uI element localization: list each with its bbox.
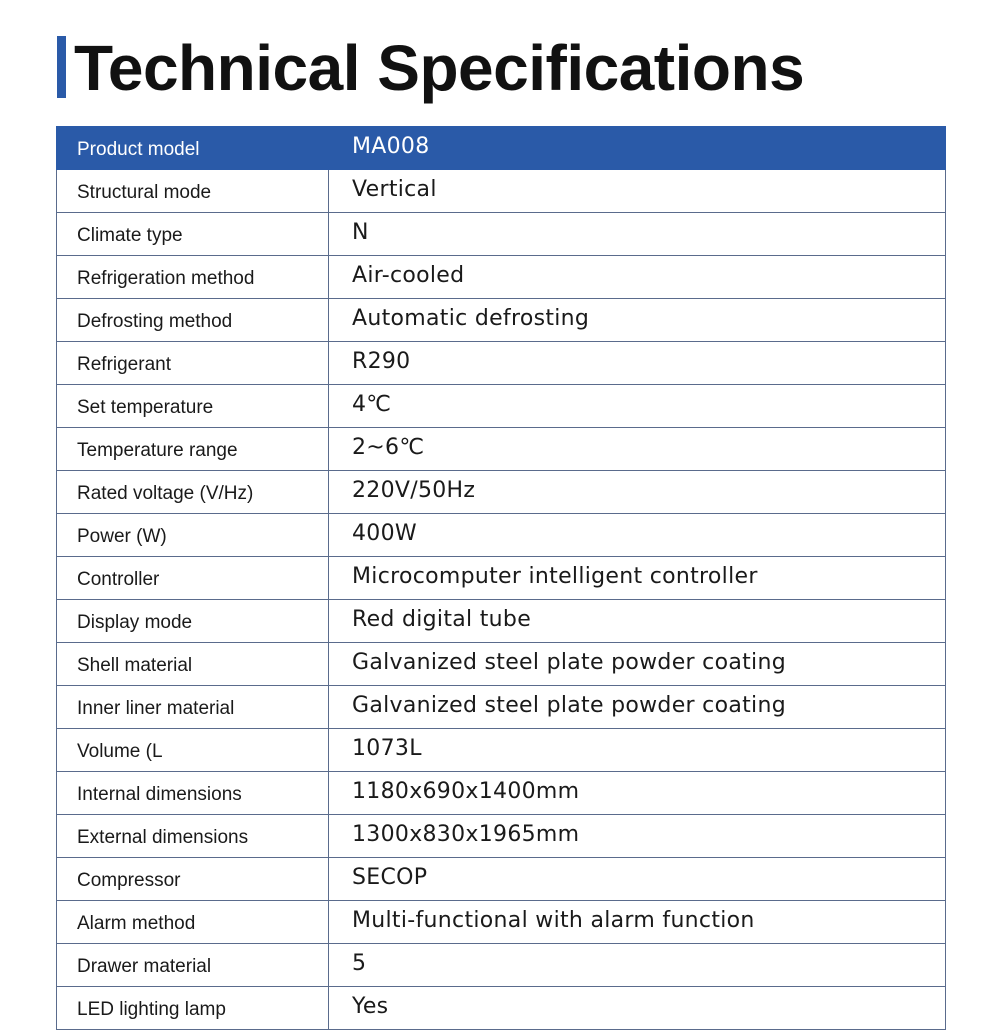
- spec-label: Controller: [57, 557, 329, 600]
- table-row: [57, 729, 946, 772]
- spec-label: Power (W): [57, 514, 329, 557]
- spec-label: External dimensions: [57, 815, 329, 858]
- spec-value: R290: [329, 342, 946, 385]
- spec-value: Galvanized steel plate powder coating: [329, 643, 946, 686]
- table-header-row: [57, 127, 946, 170]
- table-row: [57, 213, 946, 256]
- table-row: [57, 944, 946, 987]
- table-row: [57, 170, 946, 213]
- table-row: [57, 514, 946, 557]
- table-row: [57, 342, 946, 385]
- spec-value: Automatic defrosting: [329, 299, 946, 342]
- table-row: [57, 987, 946, 1030]
- spec-value: Vertical: [329, 170, 946, 213]
- spec-label: Refrigerant: [57, 342, 329, 385]
- spec-label: Display mode: [57, 600, 329, 643]
- table-row: [57, 643, 946, 686]
- table-row: [57, 772, 946, 815]
- spec-value: SECOP: [329, 858, 946, 901]
- table-row: [57, 901, 946, 944]
- spec-value: Yes: [329, 987, 946, 1030]
- table-row: [57, 815, 946, 858]
- spec-value: Microcomputer intelligent controller: [329, 557, 946, 600]
- spec-label: Compressor: [57, 858, 329, 901]
- table-row: [57, 600, 946, 643]
- table-row: [57, 471, 946, 514]
- table-row: [57, 858, 946, 901]
- table-row: [57, 385, 946, 428]
- spec-value: N: [329, 213, 946, 256]
- spec-label: Inner liner material: [57, 686, 329, 729]
- spec-value: Galvanized steel plate powder coating: [329, 686, 946, 729]
- spec-label: Drawer material: [57, 944, 329, 987]
- spec-value: 1300x830x1965mm: [329, 815, 946, 858]
- spec-value: Multi-functional with alarm function: [329, 901, 946, 944]
- spec-value: 2~6℃: [329, 428, 946, 471]
- table-row: [57, 428, 946, 471]
- spec-label: Defrosting method: [57, 299, 329, 342]
- header-label: Product model: [57, 127, 329, 170]
- spec-value: 1180x690x1400mm: [329, 772, 946, 815]
- table-row: [57, 686, 946, 729]
- title-accent-bar: [57, 36, 66, 98]
- spec-label: Shell material: [57, 643, 329, 686]
- table-row: [57, 256, 946, 299]
- spec-value: Red digital tube: [329, 600, 946, 643]
- spec-label: Rated voltage (V/Hz): [57, 471, 329, 514]
- spec-label: Refrigeration method: [57, 256, 329, 299]
- spec-value: Air-cooled: [329, 256, 946, 299]
- table-row: [57, 557, 946, 600]
- spec-label: LED lighting lamp: [57, 987, 329, 1030]
- specifications-table: [56, 126, 946, 1030]
- spec-label: Alarm method: [57, 901, 329, 944]
- page-title: Technical Specifications: [74, 32, 805, 104]
- spec-value: 5: [329, 944, 946, 987]
- spec-label: Internal dimensions: [57, 772, 329, 815]
- spec-label: Temperature range: [57, 428, 329, 471]
- spec-label: Volume (L: [57, 729, 329, 772]
- spec-value: 400W: [329, 514, 946, 557]
- spec-label: Climate type: [57, 213, 329, 256]
- spec-value: 1073L: [329, 729, 946, 772]
- spec-value: 4℃: [329, 385, 946, 428]
- spec-label: Set temperature: [57, 385, 329, 428]
- header-value: MA008: [329, 127, 946, 170]
- spec-label: Structural mode: [57, 170, 329, 213]
- spec-value: 220V/50Hz: [329, 471, 946, 514]
- table-row: [57, 299, 946, 342]
